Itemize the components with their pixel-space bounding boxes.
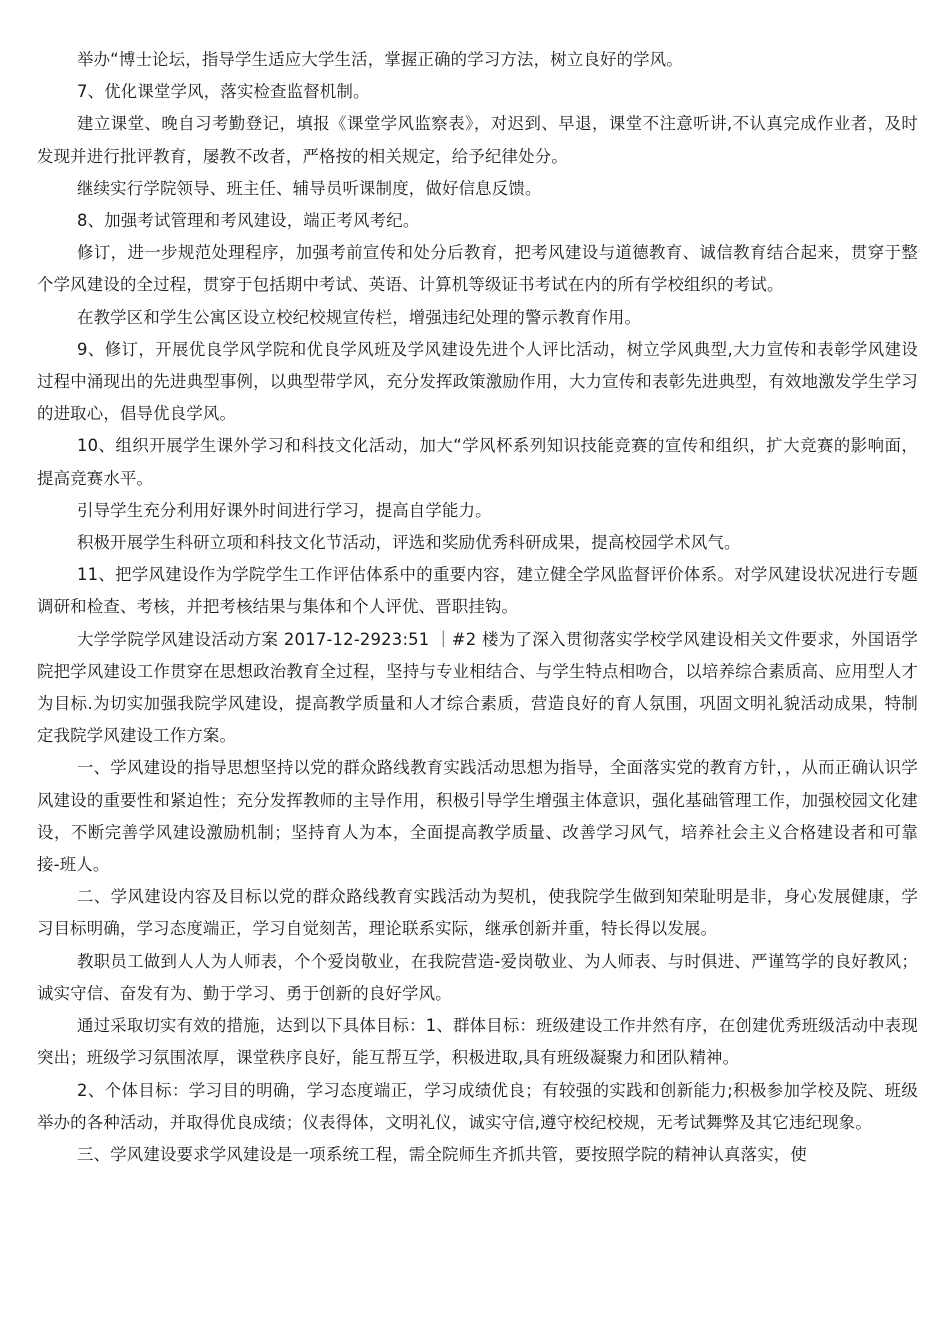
paragraph-3: 建立课堂、晚自习考勤登记，填报《课堂学风监察表》，对迟到、早退，课堂不注意听讲,不认真完成作业者，及时发现并进行批评教育，屡教不改者，严格按的相关规定，给予纪律处分。 [37,114,918,166]
paragraph-section-2: 二、学风建设内容及目标以党的群众路线教育实践活动为契机，使我院学生做到知荣耻明是非，身心发展健康，学习目标明确，学习态度端正，学习自觉刻苦，理论联系实际，继承创新并重，特长得以发展。 [37,887,918,939]
paragraph-16: 教职员工做到人人为人师表，个个爱岗敬业，在我院营造-爱岗敬业、为人师表、与时俱进、严谨笃学的良好教风；诚实守信、奋发有为、勤于学习、勇于创新的良好学风。 [37,951,918,1003]
paragraph-7: 在教学区和学生公寓区设立校纪校规宣传栏，增强违纪处理的警示教育作用。 [77,307,642,327]
paragraph-6: 修订，进一步规范处理程序，加强考前宣传和处分后教育，把考风建设与道德教育、诚信教育结合起来，贯穿于整个学风建设的全过程，贯穿于包括期中考试、英语、计算机等级证书考试在内的所有学校组织的考试。 [37,243,918,295]
paragraph-11: 积极开展学生科研立项和科技文化节活动，评选和奖励优秀科研成果，提高校园学术风气。 [77,533,741,553]
section-heading-8: 8、加强考试管理和考风建设，端正考风考纪。 [77,211,420,231]
paragraph-17: 通过采取切实有效的措施，达到以下具体目标：1、群体目标：班级建设工作井然有序，在创建优秀班级活动中表现突出；班级学习氛围浓厚，课堂秩序良好，能互帮互学，积极进取,具有班级凝聚力和团队精神。 [37,1016,918,1068]
paragraph-4: 继续实行学院领导、班主任、辅导员听课制度，做好信息反馈。 [77,178,542,198]
paragraph-plan-intro: 大学学院学风建设活动方案 2017-12-2923:51 ｜#2 楼为了深入贯彻落实学校学风建设相关文件要求，外国语学院把学风建设工作贯穿在思想政治教育全过程，坚持与专业相结合、与学生特点相吻合，以培养综合素质高、应用型人才为目标.为切实加强我院学风建设，提高教学质量和人才综合素质，营造良好的育人氛围，巩固文明礼貌活动成果，特制定我院学风建设工作方案。 [37,629,918,746]
paragraph-item-11: 11、把学风建设作为学院学生工作评估体系中的重要内容，建立健全学风监督评价体系。对学风建设状况进行专题调研和检查、考核，并把考核结果与集体和个人评优、晋职挂钩。 [37,565,918,617]
paragraph-10: 引导学生充分利用好课外时间进行学习，提高自学能力。 [77,500,492,520]
paragraph-18: 2、个体目标：学习目的明确，学习态度端正，学习成绩优良；有较强的实践和创新能力;积极参加学校及院、班级举办的各种活动，并取得优良成绩；仪表得体，文明礼仪，诚实守信,遵守校纪校规，无考试舞弊及其它违纪现象。 [37,1080,918,1132]
paragraph-section-1: 一、学风建设的指导思想坚持以党的群众路线教育实践活动思想为指导，全面落实党的教育方针，，从而正确认识学风建设的重要性和紧迫性；充分发挥教师的主导作用，积极引导学生增强主体意识，强化基础管理工作，加强校园文化建设，不断完善学风建设激励机制；坚持育人为本，全面提高教学质量、改善学习风气，培养社会主义合格建设者和可靠接-班人。 [37,758,918,875]
paragraph-item-10: 10、组织开展学生课外学习和科技文化活动，加大“学风杯系列知识技能竞赛的宣传和组织，扩大竞赛的影响面，提高竞赛水平。 [37,436,918,488]
paragraph-1: 举办“博士论坛，指导学生适应大学生活，掌握正确的学习方法，树立良好的学风。 [77,50,683,69]
section-heading-7: 7、优化课堂学风，落实检查监督机制。 [77,82,370,102]
paragraph-item-9: 9、修订，开展优良学风学院和优良学风班及学风建设先进个人评比活动，树立学风典型,大力宣传和表彰学风建设过程中涌现出的先进典型事例，以典型带学风，充分发挥政策激励作用，大力宣传和表彰先进典型，有效地激发学生学习的进取心，倡导优良学风。 [37,339,918,424]
paragraph-section-3: 三、学风建设要求学风建设是一项系统工程，需全院师生齐抓共管，要按照学院的精神认真落实，使 [77,1144,807,1164]
